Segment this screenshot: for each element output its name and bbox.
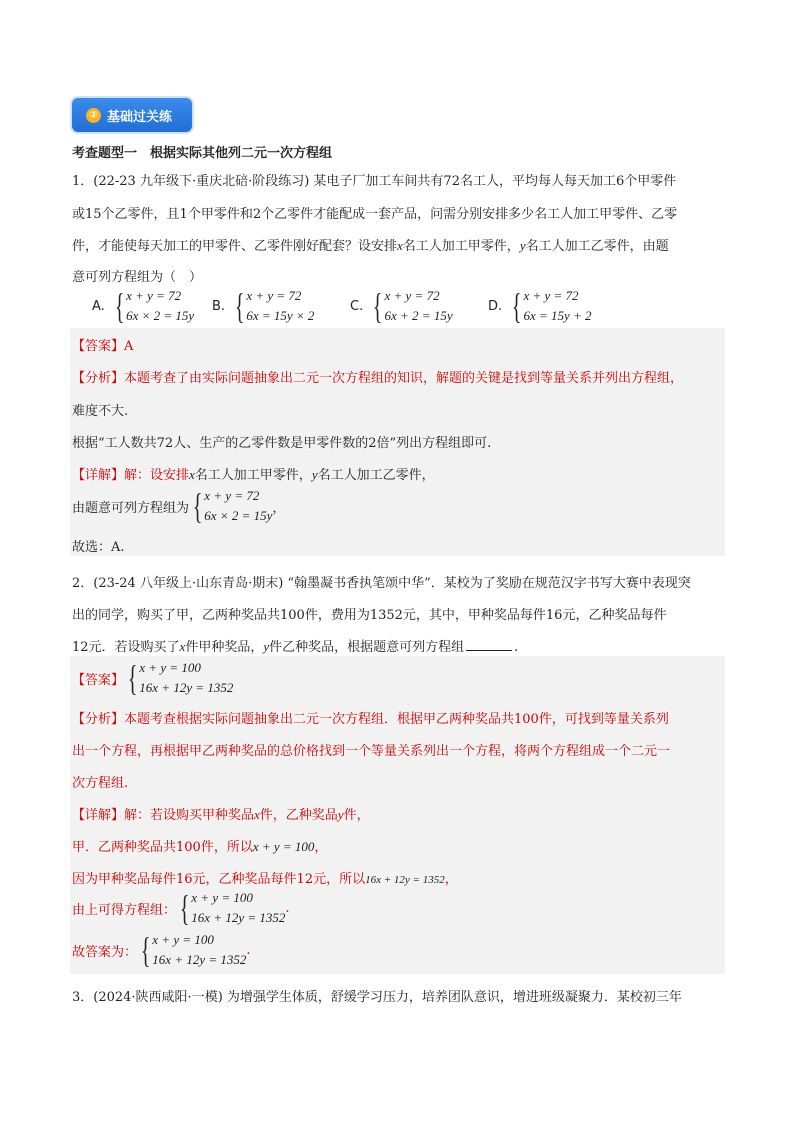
q2-answer: 【答案】 { x + y = 100 16x + 12y = 1352 xyxy=(72,658,234,698)
answer-blank[interactable] xyxy=(466,638,512,651)
q1-line-2: 或15个乙零件，且1个甲零件和2个乙零件才能配成一套产品，问需分别安排多少名工人加工甲零件、乙零 xyxy=(72,207,678,222)
badge-label: 基础过关练 xyxy=(107,109,173,125)
option-d[interactable]: D. { x + y = 72 6x = 15y + 2 xyxy=(488,286,592,326)
option-a[interactable]: A. { x + y = 72 6x × 2 = 15y xyxy=(92,286,195,326)
q1-choose: 故选：A. xyxy=(72,540,125,555)
q2-detail-4: 由上可得方程组： { x + y = 100 16x + 12y = 1352 . xyxy=(72,888,290,928)
q2-line-1: 2．(23-24 八年级上·山东青岛·期末) “翰墨凝书香执笔颂中华”．某校为了奖励在规范汉字书写大赛中表现突 xyxy=(72,576,691,591)
q1-detail-2: 由题意可列方程组为 { x + y = 72 6x × 2 = 15y ， xyxy=(72,486,286,526)
q2-analysis-1: 【分析】本题考查根据实际问题抽象出二元一次方程组．根据甲乙两种奖品共100件，可找到等量关系列 xyxy=(72,712,669,727)
q1-line-3: 件，才能使每天加工的甲零件、乙零件刚好配套？设安排x名工人加工甲零件，y名工人加工乙零件，由题 xyxy=(72,238,669,254)
option-c[interactable]: C. { x + y = 72 6x + 2 = 15y xyxy=(350,286,453,326)
option-b[interactable]: B. { x + y = 72 6x = 15y × 2 xyxy=(212,286,315,326)
q1-detail-1: 【详解】解：设安排x名工人加工甲零件，y名工人加工乙零件， xyxy=(72,467,435,483)
q2-line-3: 12元．若设购买了x件甲种奖品，y件乙种奖品，根据题意可列方程组 . xyxy=(72,639,519,655)
q2-line-2: 出的同学，购买了甲，乙两种奖品共100件，费用为1352元，其中，甲种奖品每件16元，乙种奖品每件 xyxy=(72,608,667,623)
section-title: 考查题型一 根据实际其他列二元一次方程组 xyxy=(72,146,333,161)
q2-detail-5: 故答案为： { x + y = 100 16x + 12y = 1352 . xyxy=(72,930,251,970)
q1-line-4: 意可列方程组为（ ） xyxy=(72,270,203,285)
q2-detail-1: 【详解】解：若设购买甲种奖品x件，乙种奖品y件， xyxy=(72,807,370,823)
q2-detail-3: 因为甲种奖品每件16元，乙种奖品每件12元，所以16x + 12y = 1352， xyxy=(72,872,458,887)
q2-detail-2: 甲．乙两种奖品共100件，所以x + y = 100， xyxy=(72,839,328,855)
q1-line-1: 1．(22-23 九年级下·重庆北碚·阶段练习) 某电子厂加工车间共有72名工人，平均每人每天加工6个甲零件 xyxy=(72,174,677,189)
q1-analysis-3: 根据“工人数共72人、生产的乙零件数是甲零件数的2倍”列出方程组即可. xyxy=(72,436,492,451)
q2-analysis-3: 次方程组. xyxy=(72,776,129,791)
q1-analysis-2: 难度不大. xyxy=(72,404,129,419)
circled-number: ② xyxy=(86,108,101,123)
q1-analysis-1: 【分析】本题考查了由实际问题抽象出二元一次方程组的知识，解题的关键是找到等量关系并列出方程组， xyxy=(72,371,684,386)
q3-line-1: 3．(2024·陕西咸阳·一模) 为增强学生体质，舒缓学习压力，培养团队意识，增进班级凝聚力．某校初三年 xyxy=(72,990,682,1005)
q2-analysis-2: 出一个方程，再根据甲乙两种奖品的总价格找到一个等量关系列出一个方程，将两个方程组成一个二元一 xyxy=(72,744,671,759)
q1-answer: 【答案】A xyxy=(72,339,134,354)
section-badge xyxy=(72,98,192,132)
